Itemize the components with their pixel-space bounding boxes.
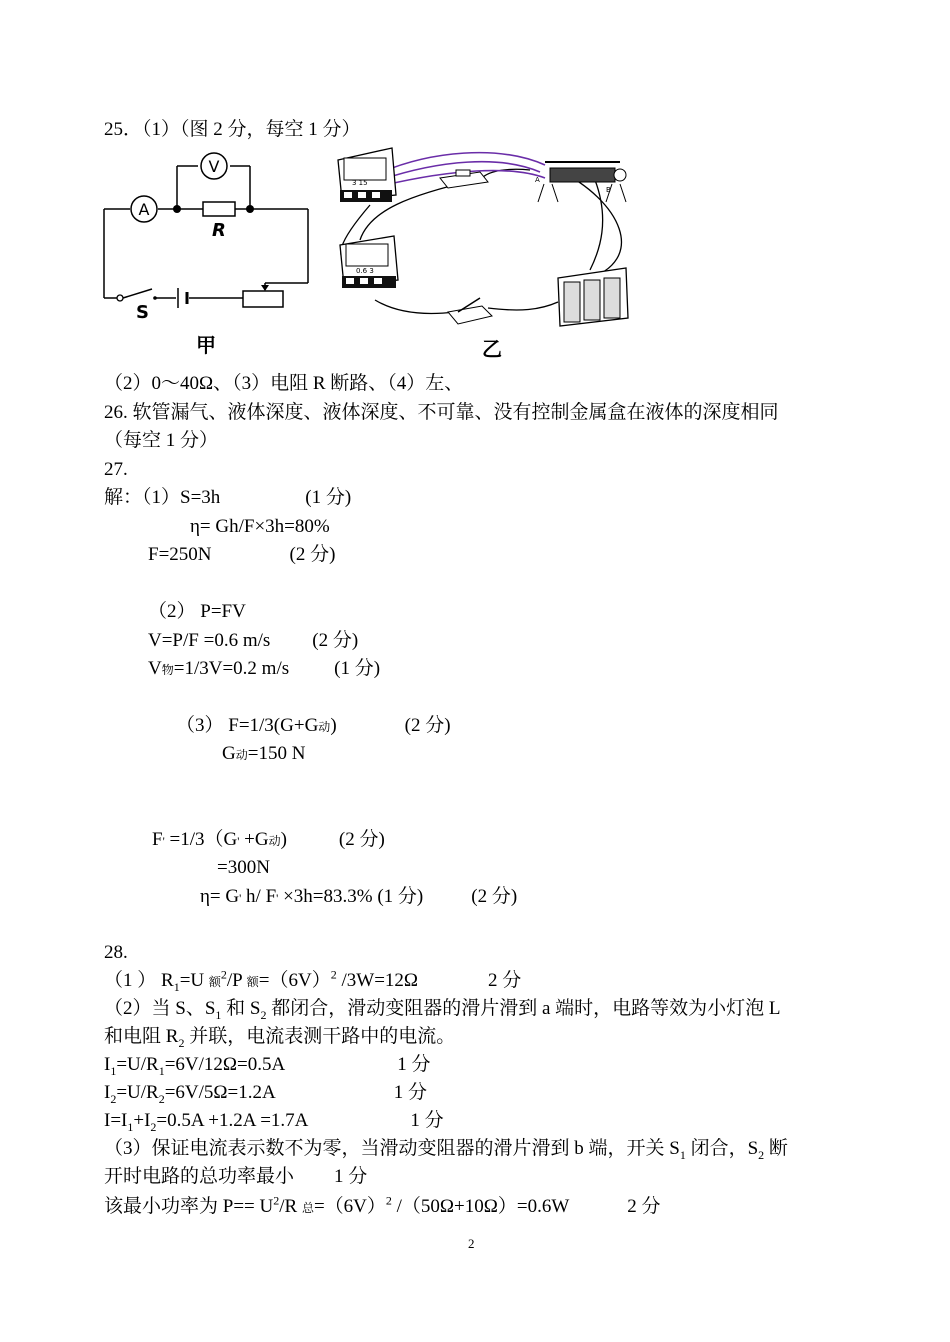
q27-line8: G动=150 N [222,743,306,764]
switch-device-icon-top [440,170,488,188]
q27-number: 27. [104,459,128,480]
q27-line1: 解：（1）S=3h (1 分) [104,487,352,508]
resistor-label: R [212,220,226,241]
q27-line6: V物=1/3V=0.2 m/s (1 分) [148,658,381,679]
ammeter-device-icon [340,236,398,288]
q25-answers: （2）0～40Ω、（3）电阻 R 断路、（4）左、 [104,373,464,394]
q27-line10: =300N [217,857,270,878]
q28-number: 28. [104,942,128,963]
q25-heading: 25．（1）（图 2 分，每空 1 分） [104,119,361,140]
q28-line4: $I_1=U/R_1=6V/12\Omega=0.5A$ 1 分 [104,1054,431,1078]
q27-line3: F=250N (2 分) [148,544,336,565]
q28-line2: （2）当 S、$S_1$ 和 $S_2$ 都闭合，滑动变阻器的滑片滑到 a 端时，电路等效为小灯泡 L [104,998,781,1022]
figure-caption-jia: 甲 [196,333,216,357]
q27-line4: （2） P=FV [148,601,246,622]
q27-line5: V=P/F =0.6 m/s (2 分) [148,630,359,651]
rheostat-a: A [535,176,540,184]
ammeter-scale: 0.6 3 [356,267,374,275]
resistor-icon [203,202,235,216]
q27-line2: η= Gh/F×3h=80% [190,516,330,537]
switch-device-icon-bottom [448,298,492,324]
q28-line6: $I=I_1+I_2=0.5A +1.2A =1.7A$ 1 分 [104,1110,444,1134]
q28-line8: 开时电路的总功率最小 1 分 [104,1166,368,1187]
rheostat-device-icon [535,162,626,202]
q27-line7: （3） F=1/3(G+G动) (2 分) [176,715,451,736]
voltmeter-scale: 3 15 [352,179,368,187]
physical-circuit-yi [330,140,640,365]
q27-line11: η= G' h/ F' ×3h=83.3% (1 分) (2 分) [200,886,518,907]
q27-line9: F' =1/3（G' +G动) (2 分) [152,829,385,850]
battery-pack-icon [558,268,628,326]
q28-line7: （3）保证电流表示数不为零，当滑动变阻器的滑片滑到 b 端，开关 $S_1$ 闭合，$S_2$ 断 [104,1138,788,1162]
q28-line1: （1 ） $R_1=U$ 额$^2$/P 额$=(6V)^2$ /3W=12Ω 2 分 [104,967,522,994]
voltmeter-device-icon [338,148,396,202]
circuit-diagram-jia [100,150,320,360]
q26-line2: （每空 1 分） [104,430,219,451]
ammeter-label: A [138,200,150,219]
voltmeter-label: V [208,157,220,176]
page-number: 2 [468,1236,475,1251]
q28-line3: 和电阻 $R_2$ 并联，电流表测干路中的电流。 [104,1026,456,1050]
figure-caption-yi: 乙 [482,337,502,361]
q28-line5: $I_2=U/R_2=6V/5\Omega=1.2A$ 1 分 [104,1082,428,1106]
q28-line9: 该最小功率为 $P== U^2/R$ 总$=(6V)^2$ /（50Ω+10Ω）=0.6W 2 分 [104,1193,661,1217]
rheostat-b: B [606,186,611,194]
switch-label: S [136,302,149,323]
q26-line1: 26. 软管漏气、液体深度、液体深度、不可靠、没有控制金属盒在液体的深度相同 [104,402,779,423]
